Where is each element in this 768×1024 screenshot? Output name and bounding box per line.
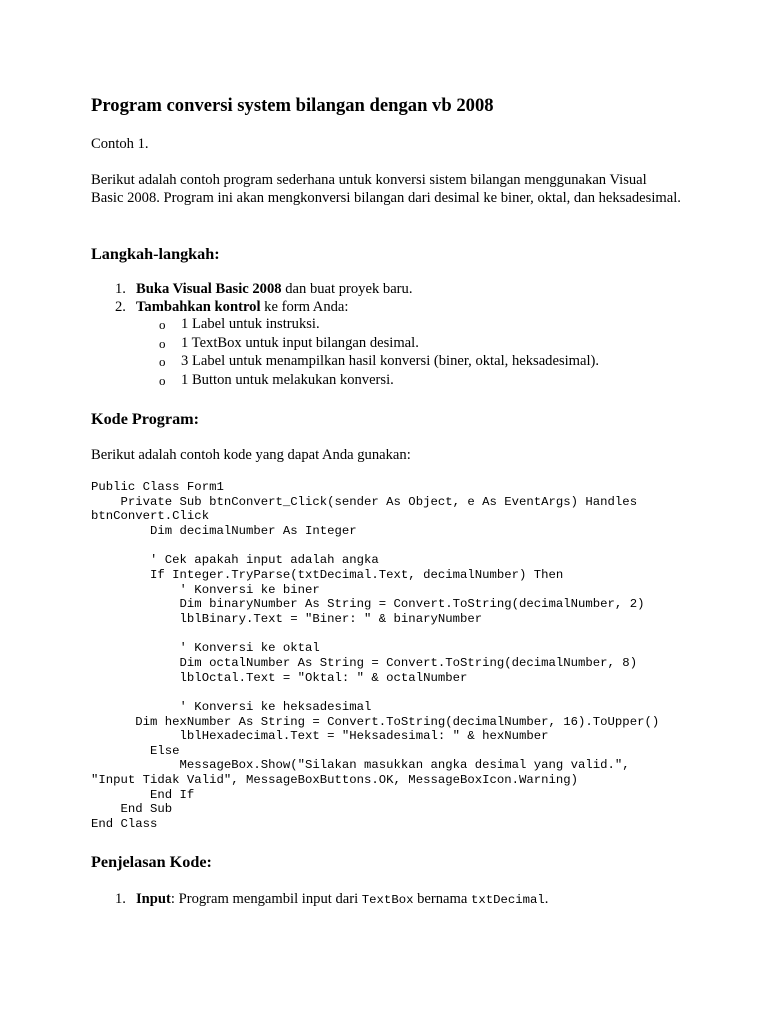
explain-text: . [544, 891, 549, 907]
step-text: ke form Anda: [260, 298, 349, 315]
bullet-icon: o [159, 317, 166, 333]
bullet-icon: o [159, 372, 166, 388]
code-heading: Kode Program: [91, 410, 200, 428]
explain-heading: Penjelasan Kode: [91, 853, 212, 871]
explain-list [91, 891, 691, 909]
sub-list-item [91, 372, 691, 391]
example-label: Contoh 1. [91, 136, 149, 152]
inline-code: TextBox [361, 893, 414, 907]
sub-list-item [91, 316, 691, 335]
bullet-icon: o [159, 354, 166, 370]
explain-bold: Input [136, 891, 171, 907]
code-intro: Berikut adalah contoh kode yang dapat Anda gunakan: [91, 447, 411, 463]
sub-list-item [91, 353, 691, 372]
list-item [91, 299, 691, 317]
control-text: 1 Label untuk instruksi. [181, 316, 320, 333]
code-block: Public Class Form1 Private Sub btnConvert_Click(sender As Object, e As EventArgs) Handles btnConvert.Click Dim decimalNumber As Integer ' Cek apakah input adalah angka If Integer.TryParse(txtDecimal.Text, decimalNumber) Then ' Konversi ke biner Dim binaryNumber As String = Convert.ToString(decimalNumber, 2) lblBinary.Text = "Biner: " & binaryNumber ' Konversi ke oktal Dim octalNumber As String = Convert.ToString(decimalNumber, 8) lblOctal.Text = "Oktal: " & octalNumber ' Konversi ke heksadesimal Dim hexNumber As String = Convert.ToString(decimalNumber, 16).ToUpper() lblHexadecimal.Text = "Heksadesimal: " & hexNumber Else MessageBox.Show("Silakan masukkan angka desimal yang valid.", "Input Tidak Valid", MessageBoxButtons.OK, MessageBoxIcon.Warning) End If End Sub End Class [91, 480, 660, 832]
list-number: 2. [115, 298, 126, 315]
explain-text: : Program mengambil input dari [170, 891, 362, 907]
control-text: 3 Label untuk menampilkan hasil konversi (biner, oktal, heksadesimal). [181, 353, 600, 370]
step-bold: Buka Visual Basic 2008 [136, 281, 282, 297]
steps-heading: Langkah-langkah: [91, 245, 220, 263]
steps-list [91, 281, 691, 391]
list-number: 1. [115, 281, 126, 297]
sub-list-item [91, 335, 691, 354]
intro-paragraph: Berikut adalah contoh program sederhana untuk konversi sistem bilangan menggunakan Visual Basic 2008. Program ini akan mengkonversi bilangan dari desimal ke biner, oktal, dan heksadesimal. [91, 172, 681, 206]
step-bold: Tambahkan kontrol [136, 298, 261, 315]
inline-code: txtDecimal [471, 893, 545, 907]
control-text: 1 Button untuk melakukan konversi. [181, 371, 394, 388]
control-text: 1 TextBox untuk input bilangan desimal. [181, 334, 419, 351]
list-number: 1. [115, 891, 126, 907]
bullet-icon: o [159, 335, 166, 351]
page-title: Program conversi system bilangan dengan vb 2008 [91, 95, 494, 116]
list-item [91, 891, 691, 909]
explain-text: bernama [413, 891, 471, 907]
step-text: dan buat proyek baru. [281, 281, 413, 297]
list-item [91, 281, 691, 299]
